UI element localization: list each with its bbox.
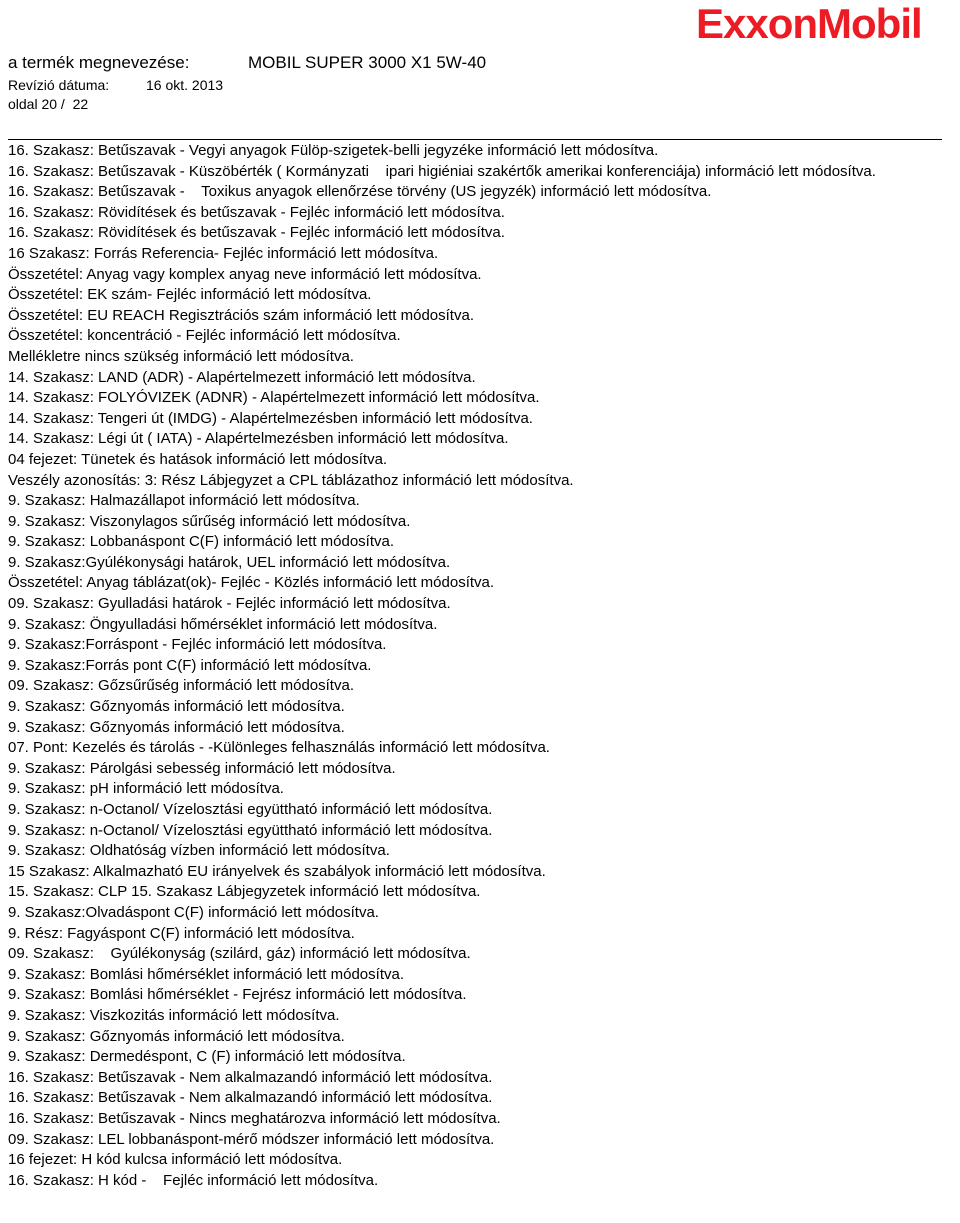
list-item: 9. Szakasz: Viszkozitás információ lett módosítva. (8, 1006, 340, 1024)
revision-date: 16 okt. 2013 (146, 77, 224, 93)
list-item: Összetétel: Anyag táblázat(ok)- Fejléc - Közlés információ lett módosítva. (8, 574, 495, 592)
list-item: 16. Szakasz: H kód - Fejléc információ lett módosítva. (8, 1171, 379, 1189)
list-item: Összetétel: EK szám- Fejléc információ lett módosítva. (8, 286, 372, 304)
list-item: 15 Szakasz: Alkalmazható EU irányelvek és szabályok információ lett módosítva. (8, 862, 546, 880)
list-item: Összetétel: Anyag vagy komplex anyag neve információ lett módosítva. (8, 265, 482, 283)
list-item: 9. Szakasz:Forrás pont C(F) információ lett módosítva. (8, 656, 372, 674)
list-item: 9. Szakasz: Gőznyomás információ lett módosítva. (8, 1027, 345, 1045)
list-item: 16. Szakasz: Betűszavak - Küszöbérték ( Kormányzati ipari higiéniai szakértők amerikai konferenciája) információ lett módosítva. (8, 162, 876, 180)
list-item: 9. Szakasz: Gőznyomás információ lett módosítva. (8, 718, 345, 736)
list-item: 9. Szakasz: Dermedéspont, C (F) információ lett módosítva. (8, 1048, 406, 1066)
list-item: 14. Szakasz: LAND (ADR) - Alapértelmezett információ lett módosítva. (8, 368, 476, 386)
document-header (8, 54, 708, 114)
page-number-row (8, 95, 708, 114)
list-item: 16. Szakasz: Rövidítések és betűszavak - Fejléc információ lett módosítva. (8, 203, 505, 221)
list-item: 9. Szakasz:Forráspont - Fejléc információ lett módosítva. (8, 636, 387, 654)
page-total: 22 (72, 96, 89, 112)
exxonmobil-logo-icon (696, 0, 958, 54)
header-divider (8, 139, 942, 140)
list-item: 16. Szakasz: Betűszavak - Vegyi anyagok Fülöp-szigetek-belli jegyzéke információ lett módosítva. (8, 142, 659, 159)
list-item: 15. Szakasz: CLP 15. Szakasz Lábjegyzetek információ lett módosítva. (8, 883, 481, 901)
list-item: 9. Szakasz: Halmazállapot információ lett módosítva. (8, 492, 360, 510)
page-label: oldal 20 / (8, 96, 65, 112)
list-item: 09. Szakasz: Gyúlékonyság (szilárd, gáz) információ lett módosítva. (8, 945, 471, 963)
product-label: a termék megnevezése: (8, 53, 190, 72)
list-item: 9. Szakasz: Párolgási sebesség információ lett módosítva. (8, 759, 396, 777)
list-item: 9. Szakasz:Olvadáspont C(F) információ lett módosítva. (8, 903, 379, 921)
exxonmobil-logo (696, 0, 958, 54)
list-item: 9. Szakasz: Gőznyomás információ lett módosítva. (8, 698, 345, 716)
list-item: 16. Szakasz: Betűszavak - Nem alkalmazandó információ lett módosítva. (8, 1089, 493, 1107)
list-item: 16. Szakasz: Betűszavak - Toxikus anyagok ellenőrzése törvény (US jegyzék) információ lett módosítva. (8, 183, 712, 201)
list-item: 09. Szakasz: LEL lobbanáspont-mérő módszer információ lett módosítva. (8, 1130, 495, 1148)
product-name: MOBIL SUPER 3000 X1 5W-40 (248, 53, 487, 72)
list-item: 9. Szakasz:Gyúlékonysági határok, UEL információ lett módosítva. (8, 553, 451, 571)
list-item: 9. Szakasz: Bomlási hőmérséklet információ lett módosítva. (8, 965, 404, 983)
list-item: 9. Szakasz: Viszonylagos sűrűség információ lett módosítva. (8, 512, 411, 530)
revision-list (8, 141, 952, 1191)
list-item: 9. Szakasz: n-Octanol/ Vízelosztási együttható információ lett módosítva. (8, 821, 493, 839)
list-item: 9. Szakasz: Öngyulladási hőmérséklet információ lett módosítva. (8, 615, 438, 633)
list-item: 07. Pont: Kezelés és tárolás - -Különleges felhasználás információ lett módosítva. (8, 739, 550, 757)
list-item: 04 fejezet: Tünetek és hatások információ lett módosítva. (8, 450, 388, 468)
list-item: 16 Szakasz: Forrás Referencia- Fejléc információ lett módosítva. (8, 244, 439, 262)
list-item: 14. Szakasz: FOLYÓVIZEK (ADNR) - Alapértelmezett információ lett módosítva. (8, 389, 540, 407)
list-item: 16 fejezet: H kód kulcsa információ lett módosítva. (8, 1151, 343, 1169)
list-item: 09. Szakasz: Gyulladási határok - Fejléc információ lett módosítva. (8, 595, 451, 613)
list-item: Mellékletre nincs szükség információ lett módosítva. (8, 347, 354, 365)
list-item: 16. Szakasz: Rövidítések és betűszavak - Fejléc információ lett módosítva. (8, 224, 505, 242)
list-item: 9. Rész: Fagyáspont C(F) információ lett módosítva. (8, 924, 355, 942)
revision-label: Revízió dátuma: (8, 77, 110, 93)
revision-row (8, 76, 708, 95)
list-item: 16. Szakasz: Betűszavak - Nincs meghatározva információ lett módosítva. (8, 1109, 501, 1127)
list-item: 9. Szakasz: pH információ lett módosítva. (8, 780, 284, 798)
list-item: 14. Szakasz: Légi út ( IATA) - Alapértelmezésben információ lett módosítva. (8, 430, 509, 448)
list-item: Veszély azonosítás: 3: Rész Lábjegyzet a CPL táblázathoz információ lett módosítva. (8, 471, 574, 489)
list-item: 9. Szakasz: Bomlási hőmérséklet - Fejrész információ lett módosítva. (8, 986, 467, 1004)
list-item: Összetétel: EU REACH Regisztrációs szám információ lett módosítva. (8, 306, 474, 324)
list-item: 09. Szakasz: Gőzsűrűség információ lett módosítva. (8, 677, 354, 695)
list-item: 14. Szakasz: Tengeri út (IMDG) - Alapértelmezésben információ lett módosítva. (8, 409, 533, 427)
list-item: Összetétel: koncentráció - Fejléc információ lett módosítva. (8, 327, 401, 345)
list-item: 9. Szakasz: n-Octanol/ Vízelosztási együttható információ lett módosítva. (8, 801, 493, 818)
list-item: 9. Szakasz: Lobbanáspont C(F) információ lett módosítva. (8, 533, 395, 551)
list-item: 16. Szakasz: Betűszavak - Nem alkalmazandó információ lett módosítva. (8, 1068, 493, 1086)
product-row (8, 54, 708, 76)
logo-wordmark: ExxonMobil (696, 0, 922, 47)
list-item: 9. Szakasz: Oldhatóság vízben információ lett módosítva. (8, 842, 390, 860)
